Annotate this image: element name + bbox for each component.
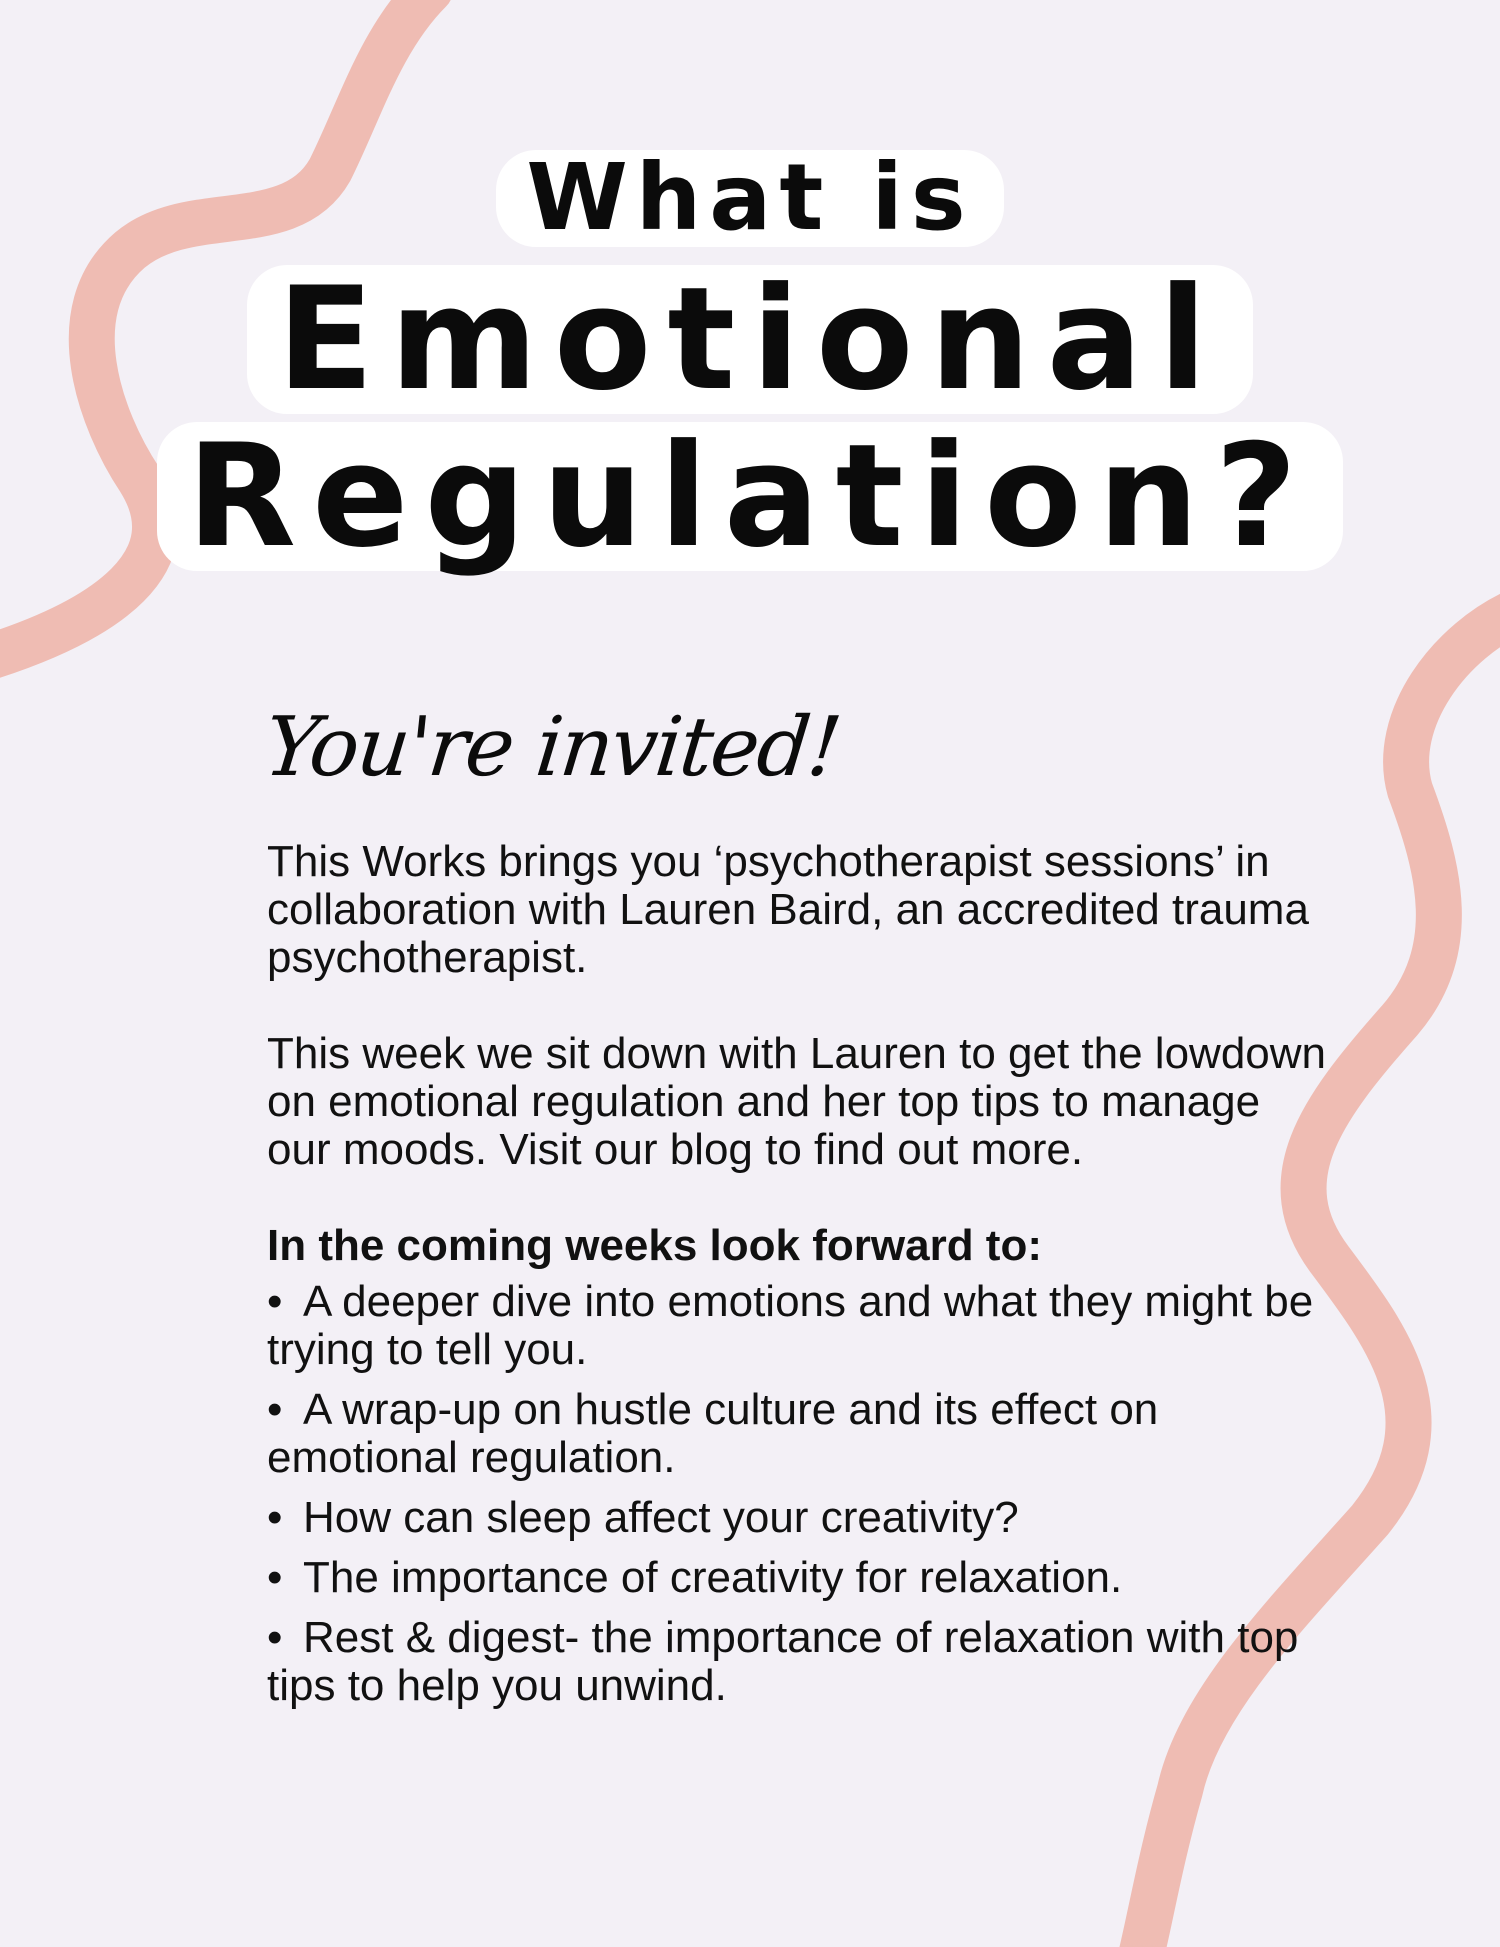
page-title: [0, 144, 1500, 579]
list-item-text: The importance of creativity for relaxation.: [303, 1553, 1123, 1602]
body-content: [267, 838, 1327, 1722]
intro-paragraph: This Works brings you ‘psychotherapist sessions’ in collaboration with Lauren Baird, an accredited trauma psychotherapist.: [267, 837, 1309, 982]
list-item-text: Rest & digest- the importance of relaxation with top tips to help you unwind.: [267, 1613, 1299, 1710]
list-item: [267, 1278, 1327, 1374]
title-line-what-is: What is: [496, 150, 1003, 247]
bullet-icon: •: [267, 1553, 283, 1602]
bullet-icon: •: [267, 1385, 283, 1434]
invite-heading: You're invited!: [260, 700, 845, 795]
this-week-paragraph: This week we sit down with Lauren to get the lowdown on emotional regulation and her top tips to manage our moods. Visit our blog to find out more.: [267, 1029, 1327, 1174]
list-item-text: How can sleep affect your creativity?: [303, 1493, 1019, 1542]
list-item: [267, 1554, 1327, 1602]
list-item: [267, 1386, 1327, 1482]
list-item: [267, 1494, 1327, 1542]
list-item-text: A wrap-up on hustle culture and its effect on emotional regulation.: [267, 1385, 1159, 1482]
title-line-regulation: Regulation?: [157, 422, 1343, 571]
title-line-emotional: Emotional: [247, 265, 1253, 414]
bullet-icon: •: [267, 1613, 283, 1662]
coming-weeks-heading: In the coming weeks look forward to:: [267, 1221, 1042, 1270]
list-item: [267, 1614, 1327, 1710]
list-item-text: A deeper dive into emotions and what they might be trying to tell you.: [267, 1277, 1314, 1374]
bullet-icon: •: [267, 1277, 283, 1326]
coming-weeks-list: [267, 1278, 1327, 1710]
bullet-icon: •: [267, 1493, 283, 1542]
